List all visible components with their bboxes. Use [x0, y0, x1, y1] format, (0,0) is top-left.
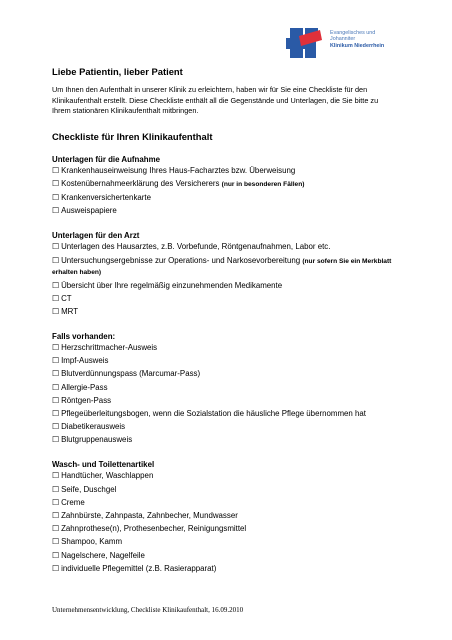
checkbox-icon: ☐	[52, 471, 60, 481]
checklist-item-text: Diabetikerausweis	[61, 422, 126, 432]
checkbox-icon: ☐	[52, 382, 60, 392]
checkbox-icon: ☐	[52, 193, 60, 203]
checklist-item	[52, 435, 397, 445]
checklist-section	[52, 231, 397, 317]
page-footer: Unternehmensentwicklung, Checkliste Klinikaufenthalt, 16.09.2010	[52, 606, 244, 614]
checklist-item-text: Allergie-Pass	[61, 382, 108, 392]
checkbox-icon: ☐	[52, 343, 60, 353]
checkbox-icon: ☐	[52, 242, 60, 252]
checklist-item	[52, 511, 397, 521]
checklist-item	[52, 206, 397, 216]
checklist-title: Checkliste für Ihren Klinikaufenthalt	[52, 130, 213, 142]
checklist-item-text: CT	[61, 293, 72, 303]
checklist-item-text: Handtücher, Waschlappen	[61, 471, 154, 481]
checkbox-icon: ☐	[52, 165, 60, 175]
checklist-item	[52, 242, 397, 252]
checklist-section	[52, 460, 397, 573]
checklist-item	[52, 356, 397, 366]
checklist-item	[52, 166, 397, 176]
cross-logo-icon	[286, 26, 322, 60]
checkbox-icon: ☐	[52, 206, 60, 216]
checklist-item-text: Nagelschere, Nagelfeile	[61, 550, 145, 560]
checkbox-icon: ☐	[52, 435, 60, 445]
checklist-item-text: Seife, Duschgel	[61, 484, 117, 494]
checkbox-icon: ☐	[52, 293, 60, 303]
checklist-item	[52, 471, 397, 481]
logo-line-1: Evangelisches und	[330, 30, 376, 36]
checklist-item-note: (nur in besonderen Fällen)	[221, 180, 305, 188]
logo-text	[330, 30, 384, 49]
checklist-item-text: Röntgen-Pass	[61, 395, 112, 405]
checklist-item-text: Shampoo, Kamm	[61, 537, 123, 547]
checklist-section	[52, 332, 397, 445]
checklist-item-text: individuelle Pflegemittel (z.B. Rasierapparat)	[61, 563, 217, 573]
logo-line-2: Johanniter	[330, 36, 356, 43]
checklist-item-text: Blutgruppenausweis	[61, 435, 133, 445]
checkbox-icon: ☐	[52, 484, 60, 494]
checklist-item-text: MRT	[61, 307, 79, 317]
checklist-item	[52, 281, 397, 291]
document-body	[52, 66, 397, 589]
checkbox-icon: ☐	[52, 395, 60, 405]
checkbox-icon: ☐	[52, 356, 60, 366]
checkbox-icon: ☐	[52, 524, 60, 534]
checkbox-icon: ☐	[52, 178, 60, 188]
checklist-item	[52, 564, 397, 574]
section-title: Unterlagen für den Arzt	[52, 231, 140, 241]
checklist-item-text: Kostenübernahmeerklärung des Versicherers	[61, 178, 222, 188]
greeting-title: Liebe Patientin, lieber Patient	[52, 66, 183, 77]
logo-line-3: Klinikum Niederrhein	[330, 42, 385, 49]
checklist-item-text: Blutverdünnungspass (Marcumar-Pass)	[61, 369, 201, 379]
checkbox-icon: ☐	[52, 409, 60, 419]
checklist-item	[52, 524, 397, 534]
checklist-item-text: Herzschrittmacher-Ausweis	[61, 343, 158, 353]
checklist-item-text: Creme	[61, 497, 85, 507]
checklist-item	[52, 551, 397, 561]
checkbox-icon: ☐	[52, 563, 60, 573]
checklist-section	[52, 155, 397, 217]
checkbox-icon: ☐	[52, 537, 60, 547]
checklist-item	[52, 409, 397, 419]
checklist-item-text: Krankenversichertenkarte	[61, 193, 151, 203]
checklist-item-text: Impf-Ausweis	[61, 356, 109, 366]
section-title: Falls vorhanden:	[52, 332, 116, 342]
checklist-item	[52, 396, 397, 406]
checklist-item	[52, 294, 397, 304]
checkbox-icon: ☐	[52, 280, 60, 290]
checkbox-icon: ☐	[52, 497, 60, 507]
checklist-item-text: Ausweispapiere	[61, 206, 117, 216]
checkbox-icon: ☐	[52, 422, 60, 432]
checklist-item-text: Pflegeüberleitungsbogen, wenn die Sozialstation die häusliche Pflege übernommen hat	[61, 409, 366, 419]
checklist-item-text: Zahnprothese(n), Prothesenbecher, Reinigungsmittel	[61, 524, 247, 534]
checklist-item	[52, 383, 397, 393]
checklist-item-text: Untersuchungsergebnisse zur Operations- und Narkosevorbereitung	[61, 255, 303, 265]
hospital-logo	[286, 22, 416, 62]
checklist-item	[52, 307, 397, 317]
section-title: Unterlagen für die Aufnahme	[52, 154, 160, 164]
checklist-item	[52, 369, 397, 379]
checklist-item	[52, 179, 397, 190]
checklist-item	[52, 537, 397, 547]
checklist-item-text: Übersicht über Ihre regelmäßig einzunehmenden Medikamente	[61, 280, 283, 290]
checkbox-icon: ☐	[52, 550, 60, 560]
checkbox-icon: ☐	[52, 255, 60, 265]
checklist-item-text: Krankenhauseinweisung Ihres Haus-Facharztes bzw. Überweisung	[61, 165, 296, 175]
checklist-item-text: Unterlagen des Hausarztes, z.B. Vorbefunde, Röntgenaufnahmen, Labor etc.	[61, 242, 331, 252]
checklist-item-note: (nur sofern Sie ein Merkblatt erhalten haben)	[52, 257, 392, 276]
checklist-item-text: Zahnbürste, Zahnpasta, Zahnbecher, Mundwasser	[61, 510, 238, 520]
checklist-item	[52, 498, 397, 508]
checklist-item	[52, 343, 397, 353]
checklist-item	[52, 485, 397, 495]
checkbox-icon: ☐	[52, 510, 60, 520]
checkbox-icon: ☐	[52, 307, 60, 317]
checklist-item	[52, 422, 397, 432]
intro-paragraph: Um Ihnen den Aufenthalt in unserer Klinik zu erleichtern, haben wir für Sie eine Checkliste für den Klinikaufenthalt erstellt. Diese Checkliste enthält all die Gegenstände und Unterlagen, die Sie bitte zu Ihrem stationären Klinikaufenthalt mitbringen.	[52, 85, 379, 116]
checklist-item	[52, 193, 397, 203]
checklist-item	[52, 256, 397, 278]
checkbox-icon: ☐	[52, 369, 60, 379]
checklist-sections	[52, 155, 397, 574]
section-title: Wasch- und Toilettenartikel	[52, 460, 155, 470]
